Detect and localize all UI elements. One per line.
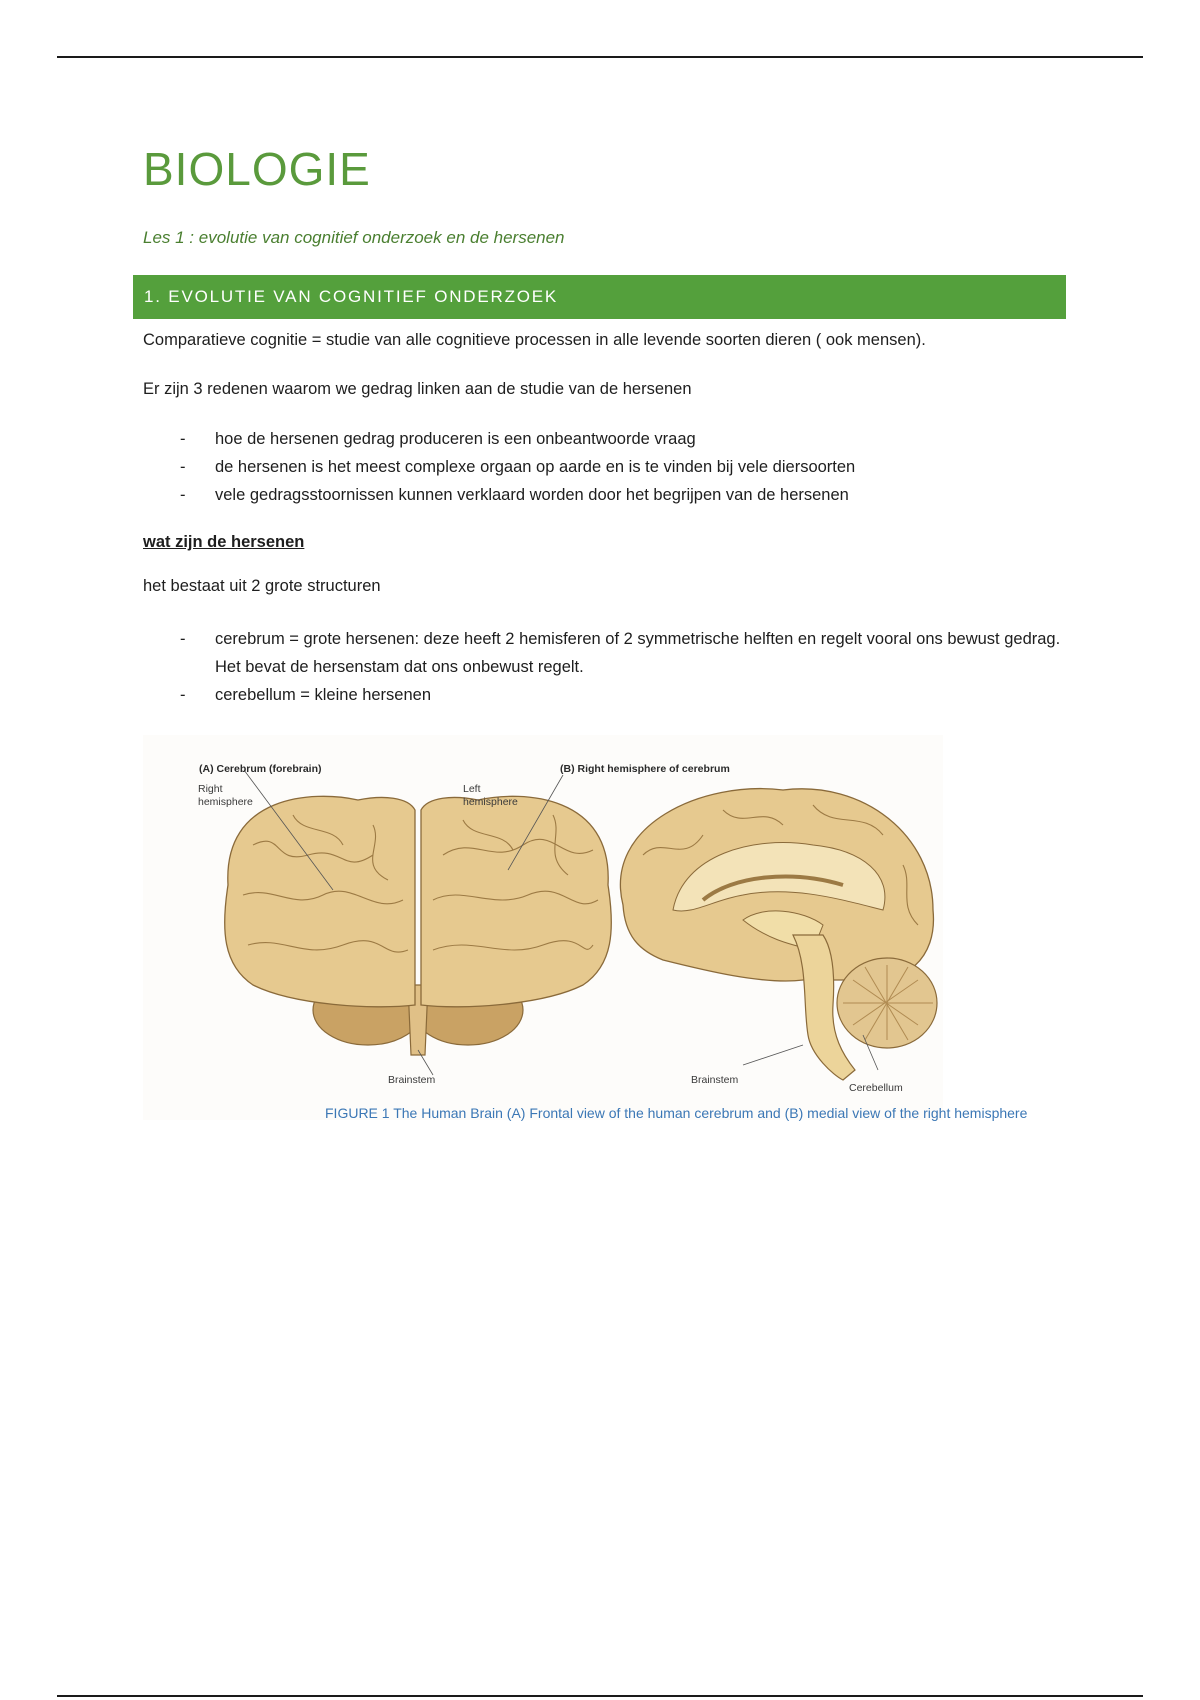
medial-brain-drawing: [620, 789, 937, 1080]
frontal-brain-drawing: [225, 770, 612, 1075]
brainstem-label-b: Brainstem: [691, 1074, 739, 1086]
brain-illustration: [143, 735, 943, 1120]
reasons-list: [143, 425, 1063, 509]
bullet-dash: -: [180, 486, 186, 504]
lesson-subtitle: Les 1 : evolutie van cognitief onderzoek en de hersenen: [143, 228, 565, 247]
paragraph-structures: het bestaat uit 2 grote structuren: [143, 577, 381, 595]
paragraph-definition: Comparatieve cognitie = studie van alle cognitieve processen in alle levende soorten dieren ( ook mensen).: [143, 331, 926, 349]
list-item: [143, 481, 1063, 509]
figure-caption-clipped: [325, 1105, 1028, 1121]
bullet-dash: -: [180, 458, 186, 476]
list-item: [143, 453, 1063, 481]
list-item-text: vele gedragsstoornissen kunnen verklaard worden door het begrijpen van de hersenen: [215, 486, 849, 504]
panel-a-label: (A) Cerebrum (forebrain): [199, 763, 322, 775]
list-item: [143, 425, 1063, 453]
cerebellum-label: Cerebellum: [849, 1082, 903, 1094]
list-item-text: cerebrum = grote hersenen: deze heeft 2 hemisferen of 2 symmetrische helften en regelt vooral ons bewust gedrag. Het bevat de hersenstam dat ons onbewust regelt.: [215, 630, 1061, 676]
brainstem-label-a: Brainstem: [388, 1074, 436, 1086]
list-item: [143, 681, 1063, 709]
footer-rule: [57, 1695, 1143, 1697]
right-hemisphere-label: Right hemisphere: [198, 783, 253, 808]
left-hemisphere-label: Left hemisphere: [463, 783, 518, 808]
paragraph-reasons: Er zijn 3 redenen waarom we gedrag linken aan de studie van de hersenen: [143, 380, 692, 398]
list-item-text: cerebellum = kleine hersenen: [215, 686, 432, 704]
bullet-dash: -: [180, 686, 186, 704]
structures-list: [143, 625, 1063, 709]
list-item-text: de hersenen is het meest complexe orgaan op aarde en is te vinden bij vele diersoorten: [215, 458, 856, 476]
section-heading: 1. EVOLUTIE VAN COGNITIEF ONDERZOEK: [144, 287, 559, 306]
list-item-text: hoe de hersenen gedrag produceren is een onbeantwoorde vraag: [215, 430, 696, 448]
figure-caption-text: FIGURE 1 The Human Brain (A) Frontal view of the human cerebrum and (B) medial view of the right hemisphere: [325, 1105, 1028, 1121]
section-heading-banner: [133, 275, 1066, 319]
brain-figure: [143, 735, 943, 1120]
subheading-brain: wat zijn de hersenen: [143, 533, 305, 551]
document-title: BIOLOGIE: [143, 143, 371, 195]
list-item: [143, 625, 1063, 681]
header-rule: [57, 56, 1143, 58]
panel-b-label: (B) Right hemisphere of cerebrum: [560, 763, 730, 775]
bullet-dash: -: [180, 630, 186, 648]
bullet-dash: -: [180, 430, 186, 448]
